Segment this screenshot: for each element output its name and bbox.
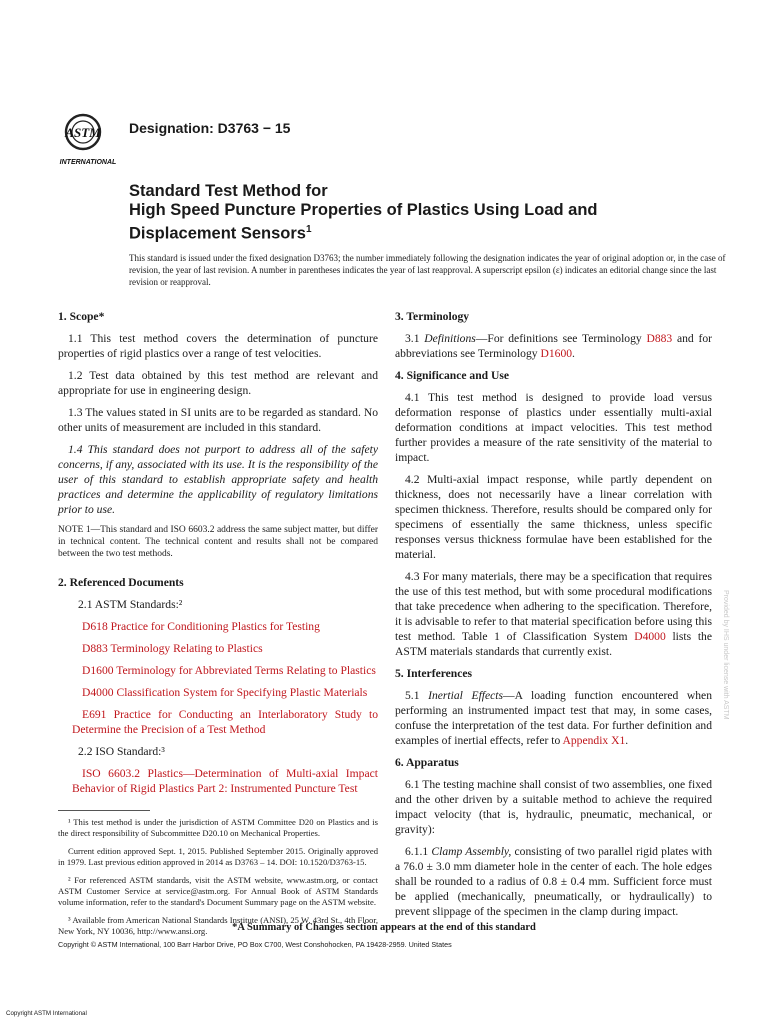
ref-d1600[interactable]: D1600 Terminology for Abbreviated Terms Relating to Plastics bbox=[82, 664, 376, 677]
title-line-1: Standard Test Method for bbox=[129, 182, 328, 200]
para-3-1: 3.1 Definitions—For definitions see Terminology D883 and for abbreviations see Terminology D1600. bbox=[395, 332, 713, 360]
link-appendix-x1[interactable]: Appendix X1 bbox=[562, 734, 626, 747]
ref-iso-6603[interactable]: ISO 6603.2 Plastics—Determination of Multi-axial Impact Behavior of Rigid Plastics Part 2: Instrumented Puncture Test bbox=[72, 767, 378, 795]
logo-subtext: INTERNATIONAL bbox=[59, 159, 117, 166]
footnote-1-edition: Current edition approved Sept. 1, 2015. Published September 2015. Originally approved in 1979. Last previous edition approved in 2014 as D3763 – 14. DOI: 10.1520/D3763-15. bbox=[58, 846, 378, 867]
section-5-heading: 5. Interferences bbox=[395, 667, 473, 680]
para-2-1: 2.1 ASTM Standards:² bbox=[78, 598, 183, 611]
logo-text: ASTM bbox=[65, 125, 101, 140]
link-d4000[interactable]: D4000 bbox=[634, 630, 666, 643]
side-watermark: Provided by IHS under license with ASTM bbox=[722, 590, 729, 720]
section-2-heading: 2. Referenced Documents bbox=[58, 576, 184, 589]
footnote-1: ¹ This test method is under the jurisdiction of ASTM Committee D20 on Plastics and is the direct responsibility of Subcommittee D20.10 on Mechanical Properties. bbox=[58, 817, 378, 838]
ref-e691[interactable]: E691 Practice for Conducting an Interlaboratory Study to Determine the Precision of a Test Method bbox=[72, 708, 378, 736]
designation: Designation: D3763 − 15 bbox=[129, 120, 291, 136]
section-6-heading: 6. Apparatus bbox=[395, 756, 459, 769]
intro-paragraph: This standard is issued under the fixed designation D3763; the number immediately following the designation indicates the year of original adoption or, in the case of revision, the year of last revision. A number in parentheses indicates the year of last reapproval. A superscript epsilon (ε) indicates an editorial change since the last revision or reapproval. bbox=[129, 253, 726, 287]
astm-logo-icon bbox=[58, 108, 124, 168]
summary-of-changes-note: *A Summary of Changes section appears at the end of this standard bbox=[232, 922, 536, 933]
para-4-2: 4.2 Multi-axial impact response, while partly dependent on thickness, does not necessarily have a linear correlation with specimen thickness. Therefore, results should be compared only for specimens of essentially the same thickness, unless specific responses versus thickness formulae have been established for the material. bbox=[395, 473, 712, 561]
section-1-heading: 1. Scope* bbox=[58, 310, 105, 323]
para-4-1: 4.1 This test method is designed to provide load versus deformation response of plastics under essentially multi-axial deformation conditions at impact velocities. This test method further provides a measure of the rate sensitivity of the material to impact. bbox=[395, 391, 712, 464]
left-column bbox=[58, 309, 378, 944]
para-1-2: 1.2 Test data obtained by this test method are relevant and appropriate for use in engineering design. bbox=[58, 369, 378, 397]
title-line-3: Displacement Sensors bbox=[129, 224, 306, 243]
ref-d618[interactable]: D618 Practice for Conditioning Plastics for Testing bbox=[82, 620, 320, 633]
para-6-1-1: 6.1.1 Clamp Assembly, consisting of two parallel rigid plates with a 76.0 ± 3.0 mm diameter hole in the center of each. The hole edges shall be rounded to a radius of 0.8 ± 0.4 mm. Sufficient force must be applied (mechanically, pneumatically, or hydraulically) to prevent slippage of the specimen in the clamp during impact. bbox=[395, 845, 713, 918]
title-line-2: High Speed Puncture Properties of Plastics Using Load and bbox=[129, 201, 598, 219]
ref-d4000[interactable]: D4000 Classification System for Specifying Plastic Materials bbox=[82, 686, 368, 699]
footnote-2: ² For referenced ASTM standards, visit the ASTM website, www.astm.org, or contact ASTM Customer Service at service@astm.org. For Annual Book of ASTM Standards volume information, refer to the standard's Document Summary page on the ASTM website. bbox=[58, 875, 378, 907]
right-column bbox=[395, 309, 712, 926]
title-footnote-mark: 1 bbox=[306, 224, 312, 235]
section-3-heading: 3. Terminology bbox=[395, 310, 470, 323]
link-d1600[interactable]: D1600 bbox=[540, 347, 573, 360]
copyright-footer: Copyright ASTM International bbox=[6, 1010, 87, 1017]
footnote-rule bbox=[58, 810, 150, 811]
note-1: NOTE 1—This standard and ISO 6603.2 address the same subject matter, but differ in technical content. The technical content and results shall not be compared between the two test methods. bbox=[58, 525, 378, 559]
astm-logo bbox=[58, 108, 124, 168]
para-4-3: 4.3 For many materials, there may be a specification that requires the use of this test method, but with some procedural modifications that take precedence when adhering to the specification. Therefore, it is advisable to refer to that material specification before using this test method. Table 1 of Classification System D4000 lists the ASTM materials standards that currently exist. bbox=[395, 570, 712, 658]
para-1-1: 1.1 This test method covers the determination of puncture properties of rigid plastics over a range of test velocities. bbox=[58, 332, 378, 360]
para-1-4: 1.4 This standard does not purport to address all of the safety concerns, if any, associated with its use. It is the responsibility of the user of this standard to establish appropriate safety and health practices and determine the applicability of regulatory limitations prior to use. bbox=[58, 443, 378, 516]
footnote-3: ³ Available from American National Standards Institute (ANSI), 25 W. 43rd St., 4th Floor, New York, NY 10036, http://www.ansi.org. bbox=[58, 915, 378, 936]
document-title bbox=[129, 182, 729, 244]
para-2-2: 2.2 ISO Standard:³ bbox=[78, 745, 165, 758]
para-1-3: 1.3 The values stated in SI units are to be regarded as standard. No other units of measurement are included in this standard. bbox=[58, 406, 378, 434]
para-5-1: 5.1 Inertial Effects—A loading function encountered when performing an instrumented impact test that may, in some cases, confuse the interpretation of the test data. For further definition and examples of inertial effects, refer to Appendix X1. bbox=[395, 689, 712, 747]
section-4-heading: 4. Significance and Use bbox=[395, 369, 510, 382]
ref-d883[interactable]: D883 Terminology Relating to Plastics bbox=[82, 642, 263, 655]
copyright-line: Copyright © ASTM International, 100 Barr Harbor Drive, PO Box C700, West Conshohocken, PA 19428-2959. United States bbox=[58, 940, 452, 949]
para-6-1: 6.1 The testing machine shall consist of two assemblies, one fixed and the other driven by a suitable method to achieve the required impact velocity (that is, hydraulic, pneumatic, mechanical, or gravity): bbox=[395, 778, 712, 836]
link-d883[interactable]: D883 bbox=[646, 332, 673, 345]
